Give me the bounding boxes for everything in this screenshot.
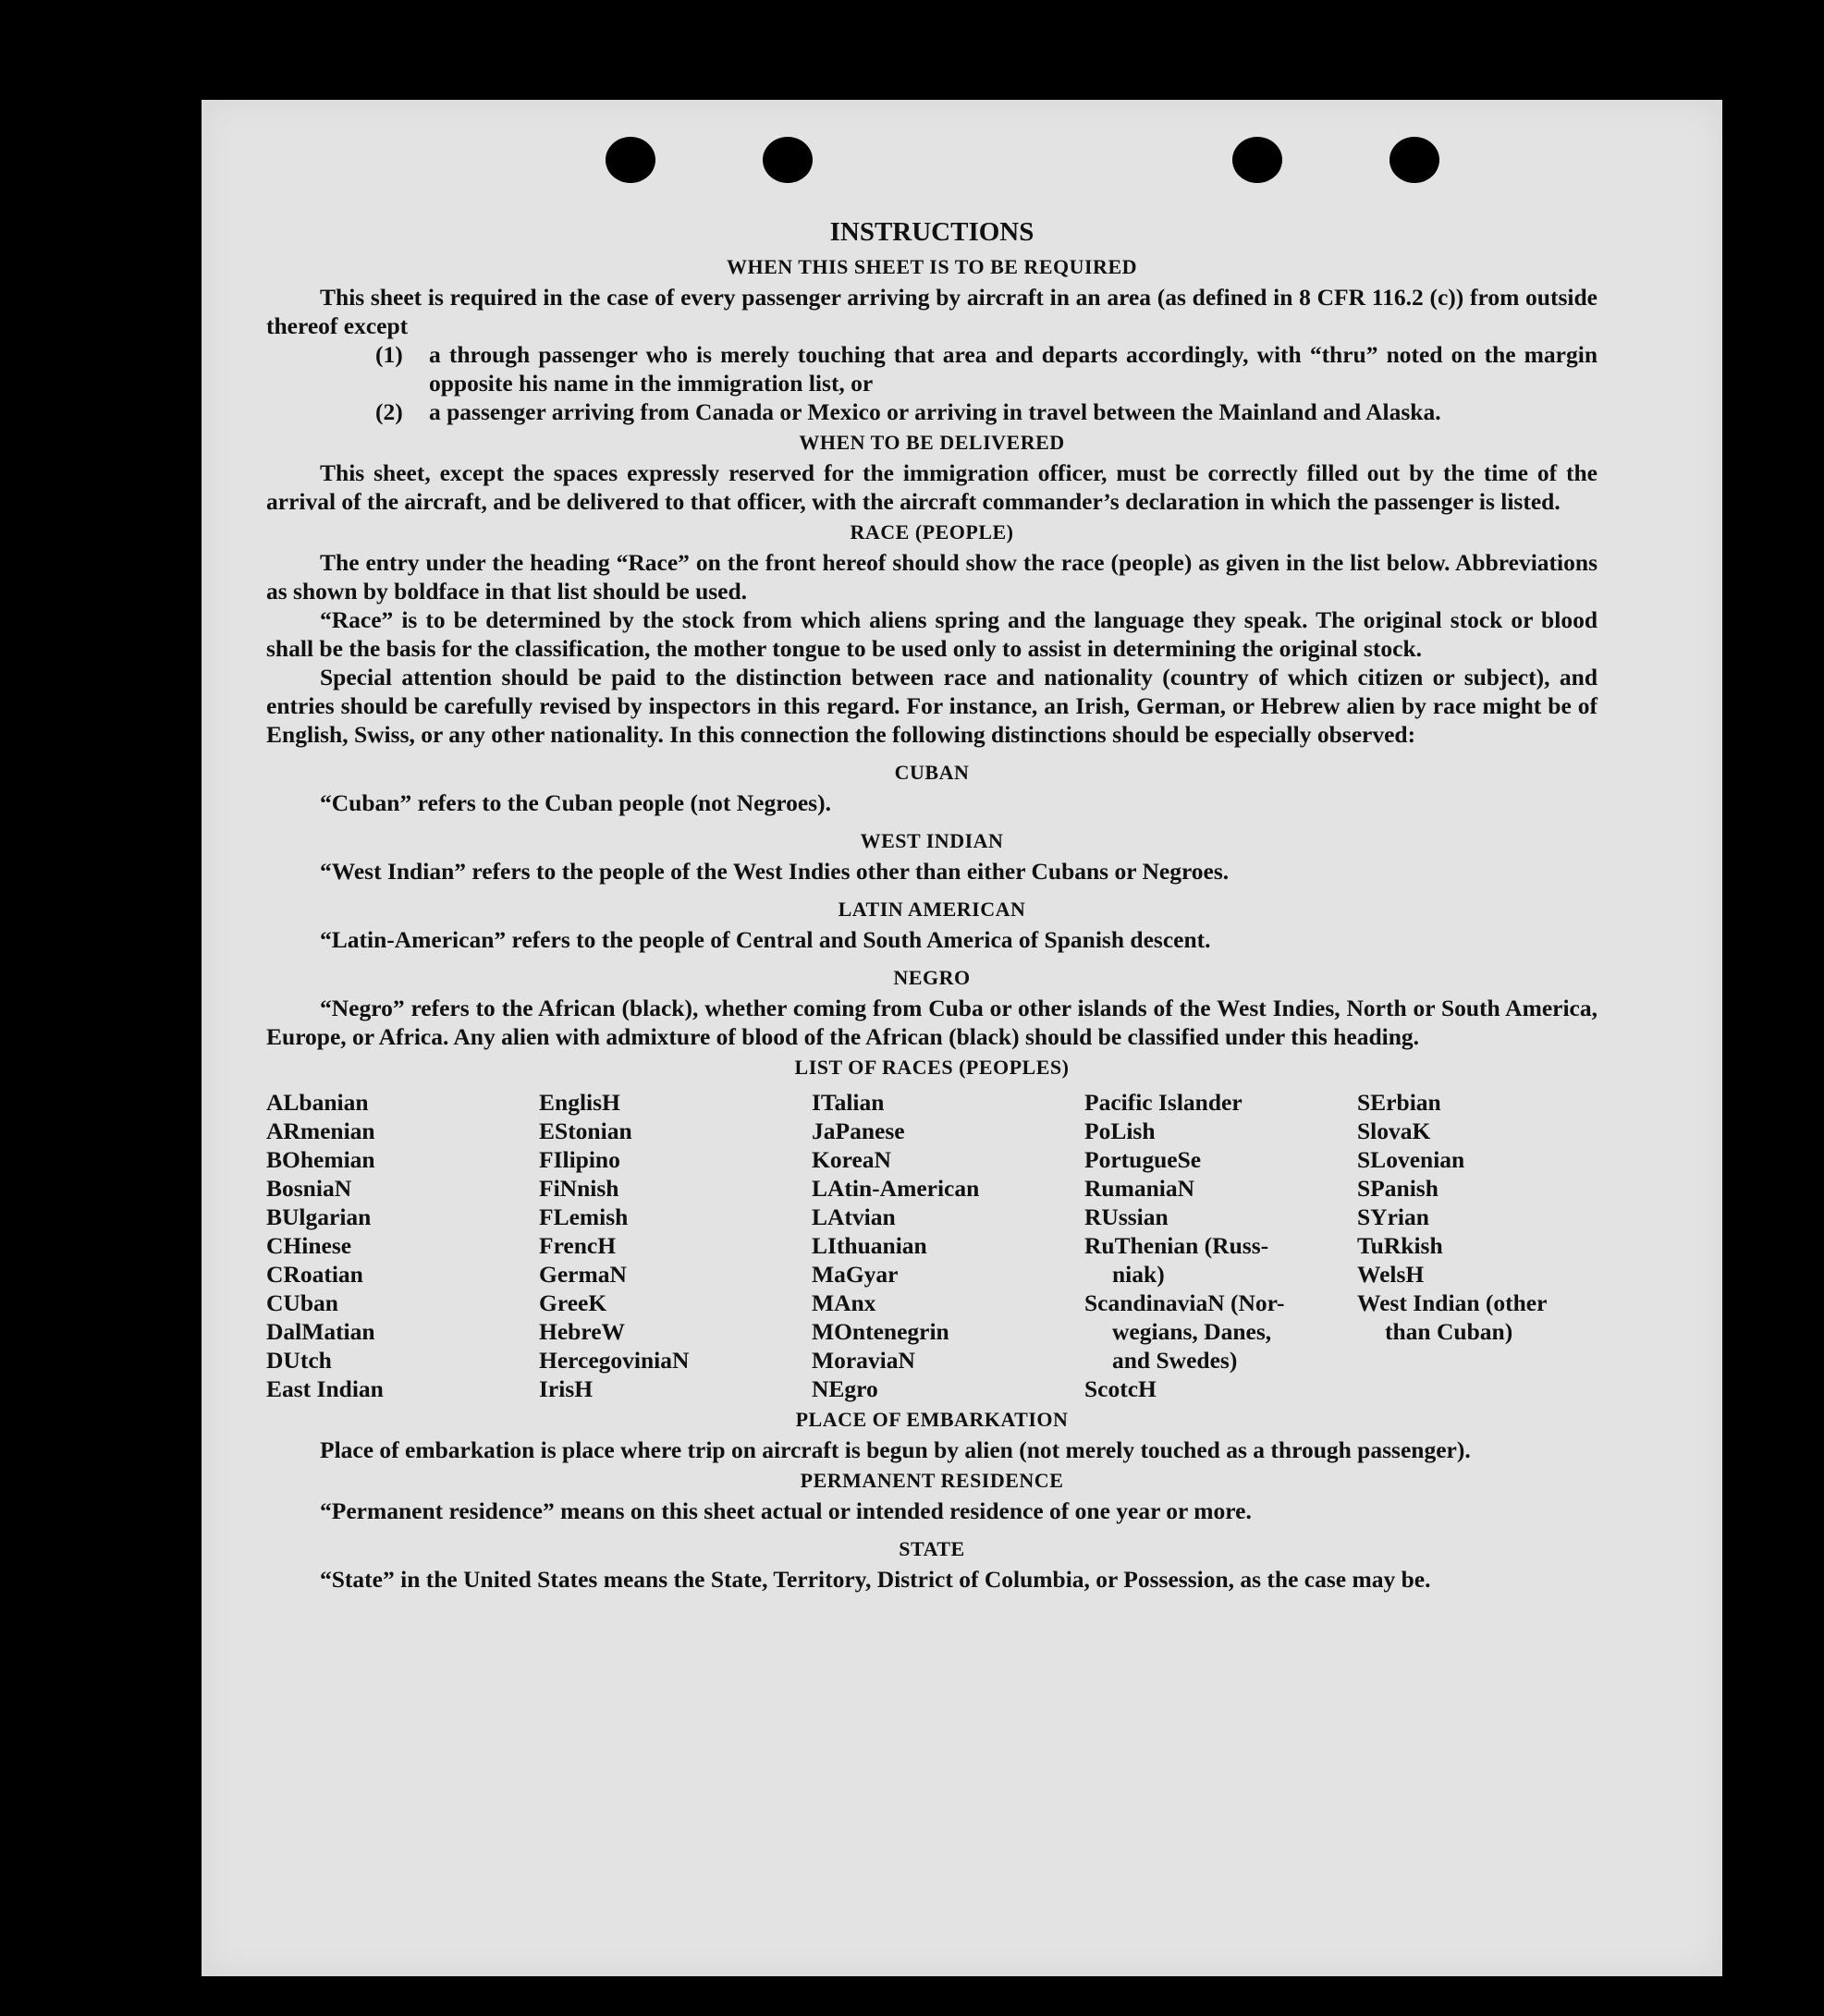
race-entry: BOhemian: [266, 1146, 375, 1173]
races-column: [1357, 1088, 1598, 1403]
paragraph: “Permanent residence” means on this sheet actual or intended residence of one year or more.: [320, 1497, 1252, 1524]
race-entry: HebreW: [539, 1318, 626, 1345]
races-column: [1084, 1088, 1357, 1403]
item-number: (1): [375, 341, 403, 368]
section-heading: NEGRO: [893, 966, 971, 989]
race-entry: KoreaN: [812, 1146, 891, 1173]
race-entry: NEgro: [812, 1375, 878, 1402]
item-text: a passenger arriving from Canada or Mexico or arriving in travel between the Mainland and Alaska.: [429, 398, 1441, 425]
race-entry: RuThenian (Russ-: [1084, 1232, 1269, 1259]
race-entry: IrisH: [539, 1375, 594, 1402]
instructions-content: [266, 215, 1598, 1594]
race-entry: WelsH: [1357, 1261, 1425, 1288]
race-entry: FIlipino: [539, 1146, 620, 1173]
section-heading: CUBAN: [894, 761, 970, 784]
race-entry: SYrian: [1357, 1203, 1429, 1230]
race-entry: DUtch: [266, 1347, 332, 1374]
races-list: [266, 1088, 1598, 1403]
section-heading: PLACE OF EMBARKATION: [795, 1408, 1069, 1431]
race-entry: RumaniaN: [1084, 1175, 1195, 1202]
race-entry: DalMatian: [266, 1318, 375, 1345]
race-entry: SLovenian: [1357, 1146, 1465, 1173]
races-column: [812, 1088, 1084, 1403]
race-entry: than Cuban): [1385, 1318, 1513, 1345]
race-entry: ALbanian: [266, 1089, 369, 1116]
punch-hole: [1389, 137, 1439, 183]
race-entry: CUban: [266, 1289, 338, 1316]
punch-hole: [606, 137, 655, 183]
race-entry: GermaN: [539, 1261, 627, 1288]
race-entry: SErbian: [1357, 1089, 1441, 1116]
race-entry: PoLish: [1084, 1118, 1156, 1144]
document-sheet: [202, 100, 1722, 1976]
race-entry: ScotcH: [1084, 1375, 1157, 1402]
item-number: (2): [375, 398, 403, 425]
race-entry: EnglisH: [539, 1089, 620, 1116]
page-title: INSTRUCTIONS: [829, 217, 1034, 247]
race-entry: LAtvian: [812, 1203, 896, 1230]
section-heading: RACE (PEOPLE): [850, 520, 1014, 544]
race-entry: EStonian: [539, 1118, 632, 1144]
paragraph: “Latin-American” refers to the people of Central and South America of Spanish descent.: [320, 926, 1211, 953]
race-entry: CRoatian: [266, 1261, 363, 1288]
race-entry: East Indian: [266, 1375, 384, 1402]
race-entry: FrencH: [539, 1232, 617, 1259]
race-entry: MaGyar: [812, 1261, 899, 1288]
race-entry: GreeK: [539, 1289, 607, 1316]
paragraph: “Race” is to be determined by the stock from which aliens spring and the language they speak. The original stock or blood shall be the basis for the classification, the mother tongue to be used only to assist in determining the original stock.: [266, 606, 1598, 662]
paragraph: This sheet, except the spaces expressly reserved for the immigration officer, must be correctly filled out by the time of the arrival of the aircraft, and be delivered to that officer, with the aircraft commander’s declaration in which the passenger is listed.: [266, 459, 1598, 515]
section-heading: WHEN THIS SHEET IS TO BE REQUIRED: [726, 255, 1138, 278]
paragraph: This sheet is required in the case of every passenger arriving by aircraft in an area (as defined in 8 CFR 116.2 (c)) from outside thereof except: [266, 284, 1598, 339]
race-entry: niak): [1112, 1261, 1165, 1288]
races-column: [539, 1088, 812, 1403]
race-entry: BosniaN: [266, 1175, 352, 1202]
item-text: a through passenger who is merely touching that area and departs accordingly, with “thru” noted on the margin opposite his name in the immigration list, or: [429, 341, 1598, 397]
section-heading: WHEN TO BE DELIVERED: [799, 431, 1065, 454]
races-column: [266, 1088, 539, 1403]
section-heading: LIST OF RACES (PEOPLES): [794, 1056, 1070, 1079]
race-entry: JaPanese: [812, 1118, 905, 1144]
race-entry: RUssian: [1084, 1203, 1169, 1230]
race-entry: FLemish: [539, 1203, 629, 1230]
race-entry: ITalian: [812, 1089, 885, 1116]
race-entry: CHinese: [266, 1232, 352, 1259]
race-entry: SPanish: [1357, 1175, 1438, 1202]
race-entry: MOntenegrin: [812, 1318, 949, 1345]
paragraph: Special attention should be paid to the distinction between race and nationality (country of which citizen or subject), and entries should be carefully revised by inspectors in this regard. For instance, an Irish, German, or Hebrew alien by race might be of English, Swiss, or any other nationality. In this connection the following distinctions should be especially observed:: [266, 664, 1598, 748]
race-entry: HercegoviniaN: [539, 1347, 690, 1374]
paragraph: Place of embarkation is place where trip on aircraft is begun by alien (not merely touched as a through passenger).: [320, 1436, 1471, 1463]
paragraph: “State” in the United States means the State, Territory, District of Columbia, or Possession, as the case may be.: [320, 1566, 1431, 1593]
paragraph: “West Indian” refers to the people of the West Indies other than either Cubans or Negroes.: [320, 858, 1230, 885]
section-heading: LATIN AMERICAN: [838, 898, 1026, 921]
punch-hole: [1232, 137, 1282, 183]
list-item: [375, 397, 1598, 426]
paragraph: “Cuban” refers to the Cuban people (not Negroes).: [320, 789, 831, 816]
list-item: [375, 340, 1598, 397]
race-entry: wegians, Danes,: [1112, 1318, 1272, 1345]
race-entry: ARmenian: [266, 1118, 375, 1144]
race-entry: MoraviaN: [812, 1347, 915, 1374]
race-entry: BUlgarian: [266, 1203, 372, 1230]
section-heading: WEST INDIAN: [860, 829, 1004, 852]
race-entry: West Indian (other: [1357, 1289, 1548, 1316]
race-entry: ScandinaviaN (Nor-: [1084, 1289, 1285, 1316]
punch-hole: [763, 137, 813, 183]
paragraph: The entry under the heading “Race” on the front hereof should show the race (people) as given in the list below. Abbreviations as shown by boldface in that list should be used.: [266, 549, 1598, 605]
race-entry: LAtin-American: [812, 1175, 980, 1202]
race-entry: Pacific Islander: [1084, 1089, 1243, 1116]
section-heading: PERMANENT RESIDENCE: [800, 1469, 1064, 1492]
race-entry: LIthuanian: [812, 1232, 927, 1259]
race-entry: FiNnish: [539, 1175, 619, 1202]
section-heading: STATE: [899, 1537, 965, 1560]
race-entry: TuRkish: [1357, 1232, 1443, 1259]
race-entry: PortugueSe: [1084, 1146, 1202, 1173]
race-entry: MAnx: [812, 1289, 876, 1316]
paragraph: “Negro” refers to the African (black), whether coming from Cuba or other islands of the West Indies, North or South America, Europe, or Africa. Any alien with admixture of blood of the African (black) should be classified under this heading.: [266, 995, 1598, 1050]
race-entry: and Swedes): [1112, 1347, 1238, 1374]
race-entry: SlovaK: [1357, 1118, 1431, 1144]
